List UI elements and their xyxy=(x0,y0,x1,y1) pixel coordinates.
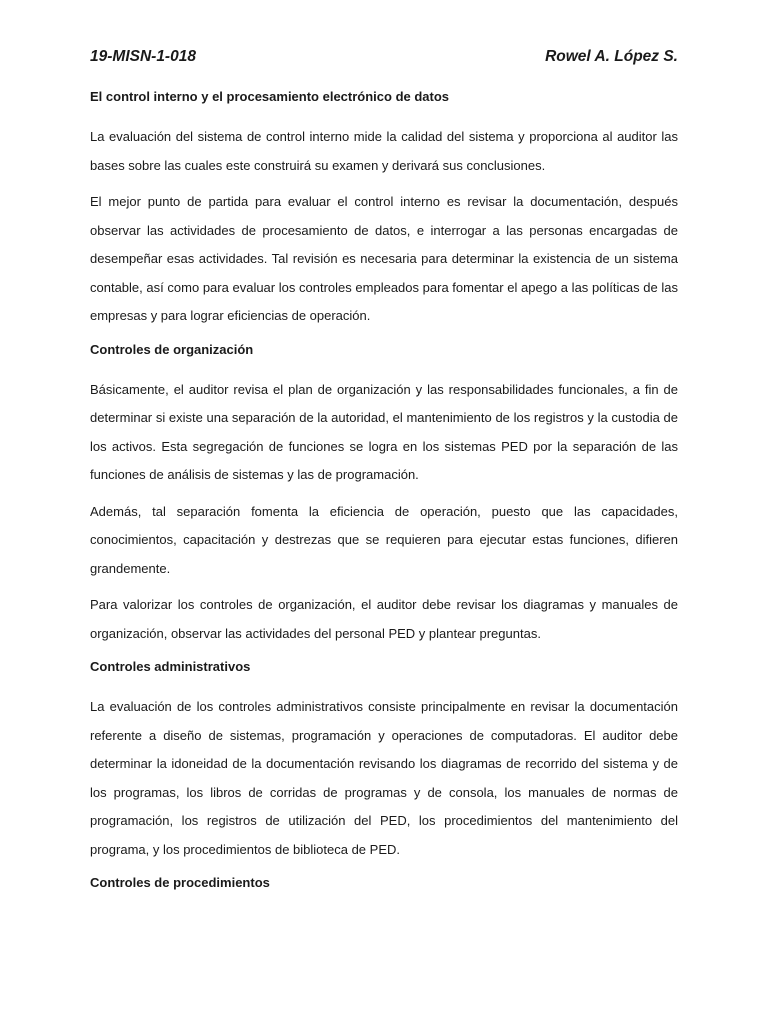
section-heading-controles-organizacion: Controles de organización xyxy=(90,341,254,357)
page-header xyxy=(90,48,678,66)
paragraph: Para valorizar los controles de organización, el auditor debe revisar los diagramas y manuales de organización, observar las actividades del personal PED y plantear preguntas. xyxy=(90,597,678,641)
document-id: 19-MISN-1-018 xyxy=(90,48,196,65)
paragraph: Además, tal separación fomenta la eficiencia de operación, puesto que las capacidades, conocimientos, capacitación y destrezas que se requieren para ejecutar estas funciones, difieren grandemente. xyxy=(90,503,678,576)
author-name: Rowel A. López S. xyxy=(545,48,678,65)
paragraph: El mejor punto de partida para evaluar el control interno es revisar la documentación, después observar las actividades de procesamiento de datos, e interrogar a las personas encargadas de desempeñar esas actividades. Tal revisión es necesaria para determinar la existencia de un sistema contable, así como para evaluar los controles empleados para fomentar el apego a las políticas de las empresas y para lograr eficiencias de operación. xyxy=(90,194,678,323)
paragraph: Básicamente, el auditor revisa el plan de organización y las responsabilidades funcionales, a fin de determinar si existe una separación de la autoridad, el mantenimiento de los registros y la custodia de los activos. Esta segregación de funciones se logra en los sistemas PED por la separación de las funciones de análisis de sistemas y las de programación. xyxy=(90,381,678,482)
section-heading-controles-procedimientos: Controles de procedimientos xyxy=(90,875,270,890)
section-heading-controles-administrativos: Controles administrativos xyxy=(90,659,251,674)
paragraph: La evaluación del sistema de control interno mide la calidad del sistema y proporciona al auditor las bases sobre las cuales este construirá su examen y derivará sus conclusiones. xyxy=(90,129,678,173)
section-heading-control-interno: El control interno y el procesamiento electrónico de datos xyxy=(90,89,450,104)
paragraph: La evaluación de los controles administrativos consiste principalmente en revisar la documentación referente a diseño de sistemas, programación y operaciones de computadoras. El auditor debe determinar la idoneidad de la documentación revisando los diagramas de recorrido del sistema y de los programas, los libros de corridas de programas y de consola, los manuales de normas de programación, los registros de utilización del PED, los procedimientos del mantenimiento del programa, y los procedimientos de biblioteca de PED. xyxy=(90,699,678,857)
